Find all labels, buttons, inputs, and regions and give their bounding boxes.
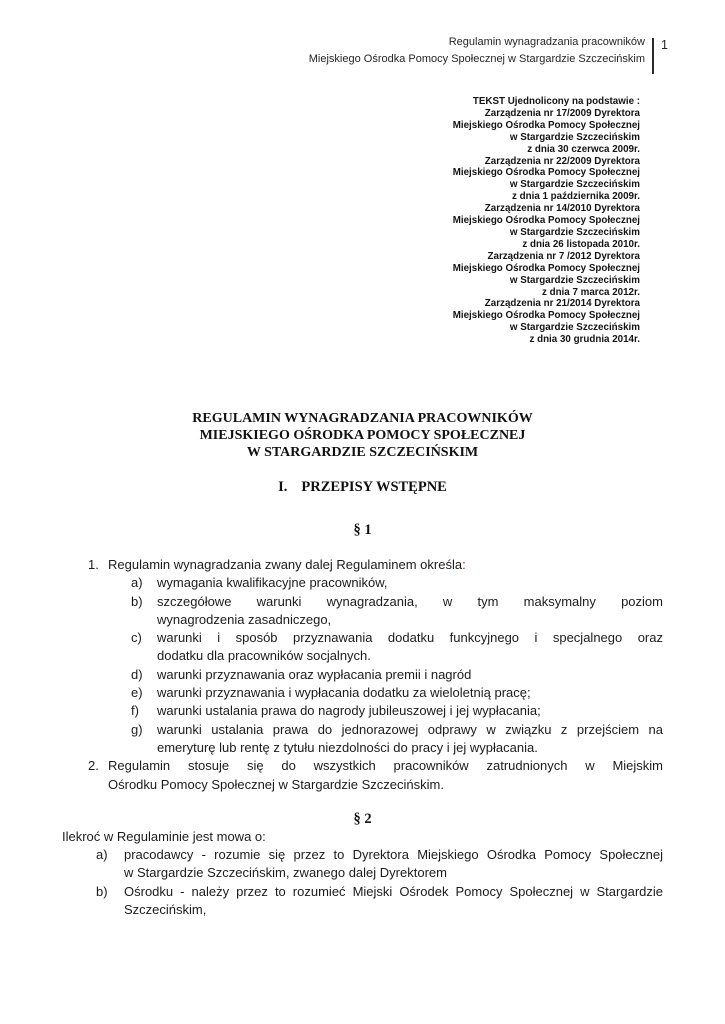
sub-item-letter: c) bbox=[131, 630, 142, 646]
paragraph-mark-1: § 1 bbox=[353, 522, 372, 538]
document-body bbox=[62, 410, 663, 919]
legal-basis-line: Miejskiego Ośrodka Pomocy Społecznej bbox=[452, 167, 640, 179]
item-text-line: Ośrodku Pomocy Społecznej w Stargardzie Szczecińskim. bbox=[108, 776, 444, 792]
sub-item-letter: a) bbox=[131, 575, 143, 591]
legal-basis-line: Miejskiego Ośrodka Pomocy Społecznej bbox=[452, 119, 640, 131]
paragraph-mark-2: § 2 bbox=[353, 810, 372, 827]
legal-basis-line: Miejskiego Ośrodka Pomocy Społecznej bbox=[452, 262, 640, 274]
legal-basis-line: w Stargardzie Szczecińskim bbox=[509, 179, 640, 191]
sub-item-line: warunki i sposób przyznawania dodatku funkcyjnego i specjalnego oraz bbox=[157, 630, 663, 646]
sub-item-line: w Stargardzie Szczecińskim, zwanego dalej Dyrektorem bbox=[124, 865, 447, 881]
item-text-line bbox=[108, 556, 663, 574]
sub-item-e bbox=[62, 684, 663, 702]
sub-item-line: Ośrodku - należy przez to rozumieć Miejski Ośrodek Pomocy Społecznej w Stargardzie bbox=[124, 883, 663, 899]
numbered-item-1 bbox=[62, 556, 663, 574]
legal-basis-line: z dnia 30 grudnia 2014r. bbox=[529, 334, 640, 346]
legal-basis-line: Zarządzenia nr 7 /2012 Dyrektora bbox=[487, 250, 640, 262]
legal-basis-line: z dnia 26 listopada 2010r. bbox=[522, 238, 640, 250]
legal-basis-line: z dnia 1 października 2009r. bbox=[512, 191, 640, 203]
sub-item-line: warunki ustalania prawa do nagrody jubileuszowej i jej wypłacania; bbox=[157, 703, 541, 719]
page-header bbox=[309, 34, 645, 68]
legal-basis-line: Zarządzenia nr 22/2009 Dyrektora bbox=[484, 155, 640, 167]
sub-item-letter: e) bbox=[131, 685, 143, 701]
sub-item-line: szczegółowe warunki wynagradzania, w tym maksymalny poziom bbox=[157, 593, 663, 609]
sub-item-letter: d) bbox=[131, 666, 143, 682]
sub-item-b bbox=[62, 593, 663, 630]
document-title-line-1: REGULAMIN WYNAGRADZANIA PRACOWNIKÓW bbox=[192, 411, 533, 426]
sub-item-line: warunki przyznawania oraz wypłacania premii i nagród bbox=[157, 666, 472, 682]
legal-basis-line: w Stargardzie Szczecińskim bbox=[509, 226, 640, 238]
item-number: 1. bbox=[88, 557, 99, 572]
header-line-1: Regulamin wynagradzania pracowników bbox=[448, 36, 645, 48]
sub-item-2a bbox=[62, 846, 663, 883]
sub-item-line: dodatku dla pracowników socjalnych. bbox=[157, 648, 371, 664]
header-line-2: Miejskiego Ośrodka Pomocy Społecznej w Stargardzie Szczecińskim bbox=[308, 53, 645, 65]
legal-basis-line: z dnia 7 marca 2012r. bbox=[541, 286, 640, 298]
item-text: Regulamin wynagradzania zwany dalej Regulaminem określa bbox=[108, 557, 463, 572]
sub-item-line: pracodawcy - rozumie się przez to Dyrektora Miejskiego Ośrodka Pomocy Społecznej bbox=[124, 847, 663, 863]
red-colon: : bbox=[462, 557, 466, 572]
legal-basis-line: TEKST Ujednolicony na podstawie : bbox=[472, 96, 640, 107]
sub-item-line: warunki ustalania prawa do jednorazowej odprawy w związku z przejściem na bbox=[157, 721, 663, 737]
legal-basis-line: Zarządzenia nr 17/2009 Dyrektora bbox=[484, 107, 640, 119]
legal-basis-line: Miejskiego Ośrodka Pomocy Społecznej bbox=[452, 310, 640, 322]
legal-basis-line: w Stargardzie Szczecińskim bbox=[509, 274, 640, 286]
sub-item-letter: b) bbox=[96, 883, 108, 899]
sub-item-c bbox=[62, 629, 663, 666]
paragraph-2-intro: Ilekroć w Regulaminie jest mowa o: bbox=[62, 828, 266, 844]
legal-basis-line: Miejskiego Ośrodka Pomocy Społecznej bbox=[452, 215, 640, 227]
page-number-divider bbox=[652, 38, 654, 74]
document-title-line-3: W STARGARDZIE SZCZECIŃSKIM bbox=[246, 445, 479, 460]
section-title: PRZEPISY WSTĘPNE bbox=[301, 479, 447, 495]
sub-item-line: warunki przyznawania i wypłacania dodatku za wieloletnią pracę; bbox=[157, 685, 531, 701]
sub-item-letter: a) bbox=[96, 847, 108, 863]
sub-item-2b bbox=[62, 883, 663, 920]
legal-basis-line: w Stargardzie Szczecińskim bbox=[509, 322, 640, 334]
sub-item-line: wymagania kwalifikacyjne pracowników, bbox=[157, 575, 388, 591]
document-title-line-2: MIEJSKIEGO OŚRODKA POMOCY SPOŁECZNEJ bbox=[199, 428, 526, 443]
numbered-item-2 bbox=[62, 757, 663, 794]
sub-item-d bbox=[62, 666, 663, 684]
section-number: I. bbox=[278, 479, 288, 495]
sub-item-letter: b) bbox=[131, 593, 143, 609]
legal-basis-block bbox=[453, 96, 640, 346]
page-number: 1 bbox=[661, 38, 668, 52]
sub-item-g bbox=[62, 721, 663, 758]
section-heading bbox=[62, 478, 663, 496]
document-title bbox=[62, 410, 663, 461]
legal-basis-line: Zarządzenia nr 14/2010 Dyrektora bbox=[484, 203, 640, 215]
sub-item-letter: g) bbox=[131, 721, 143, 737]
sub-item-line: emeryturę lub rentę z tytułu niezdolności do pracy i jej wypłacania. bbox=[157, 739, 538, 755]
legal-basis-line: w Stargardzie Szczecińskim bbox=[509, 131, 640, 143]
item-text-line: Regulamin stosuje się do wszystkich pracowników zatrudnionych w Miejskim bbox=[108, 758, 663, 774]
legal-basis-line: Zarządzenia nr 21/2014 Dyrektora bbox=[484, 298, 640, 310]
item-number: 2. bbox=[88, 758, 99, 774]
sub-item-a bbox=[62, 574, 663, 592]
sub-item-line: wynagrodzenia zasadniczego, bbox=[157, 611, 332, 627]
sub-item-f bbox=[62, 702, 663, 720]
legal-basis-line: z dnia 30 czerwca 2009r. bbox=[527, 143, 640, 155]
sub-item-letter: f) bbox=[131, 703, 139, 719]
sub-item-line: Szczecińskim, bbox=[124, 902, 207, 918]
